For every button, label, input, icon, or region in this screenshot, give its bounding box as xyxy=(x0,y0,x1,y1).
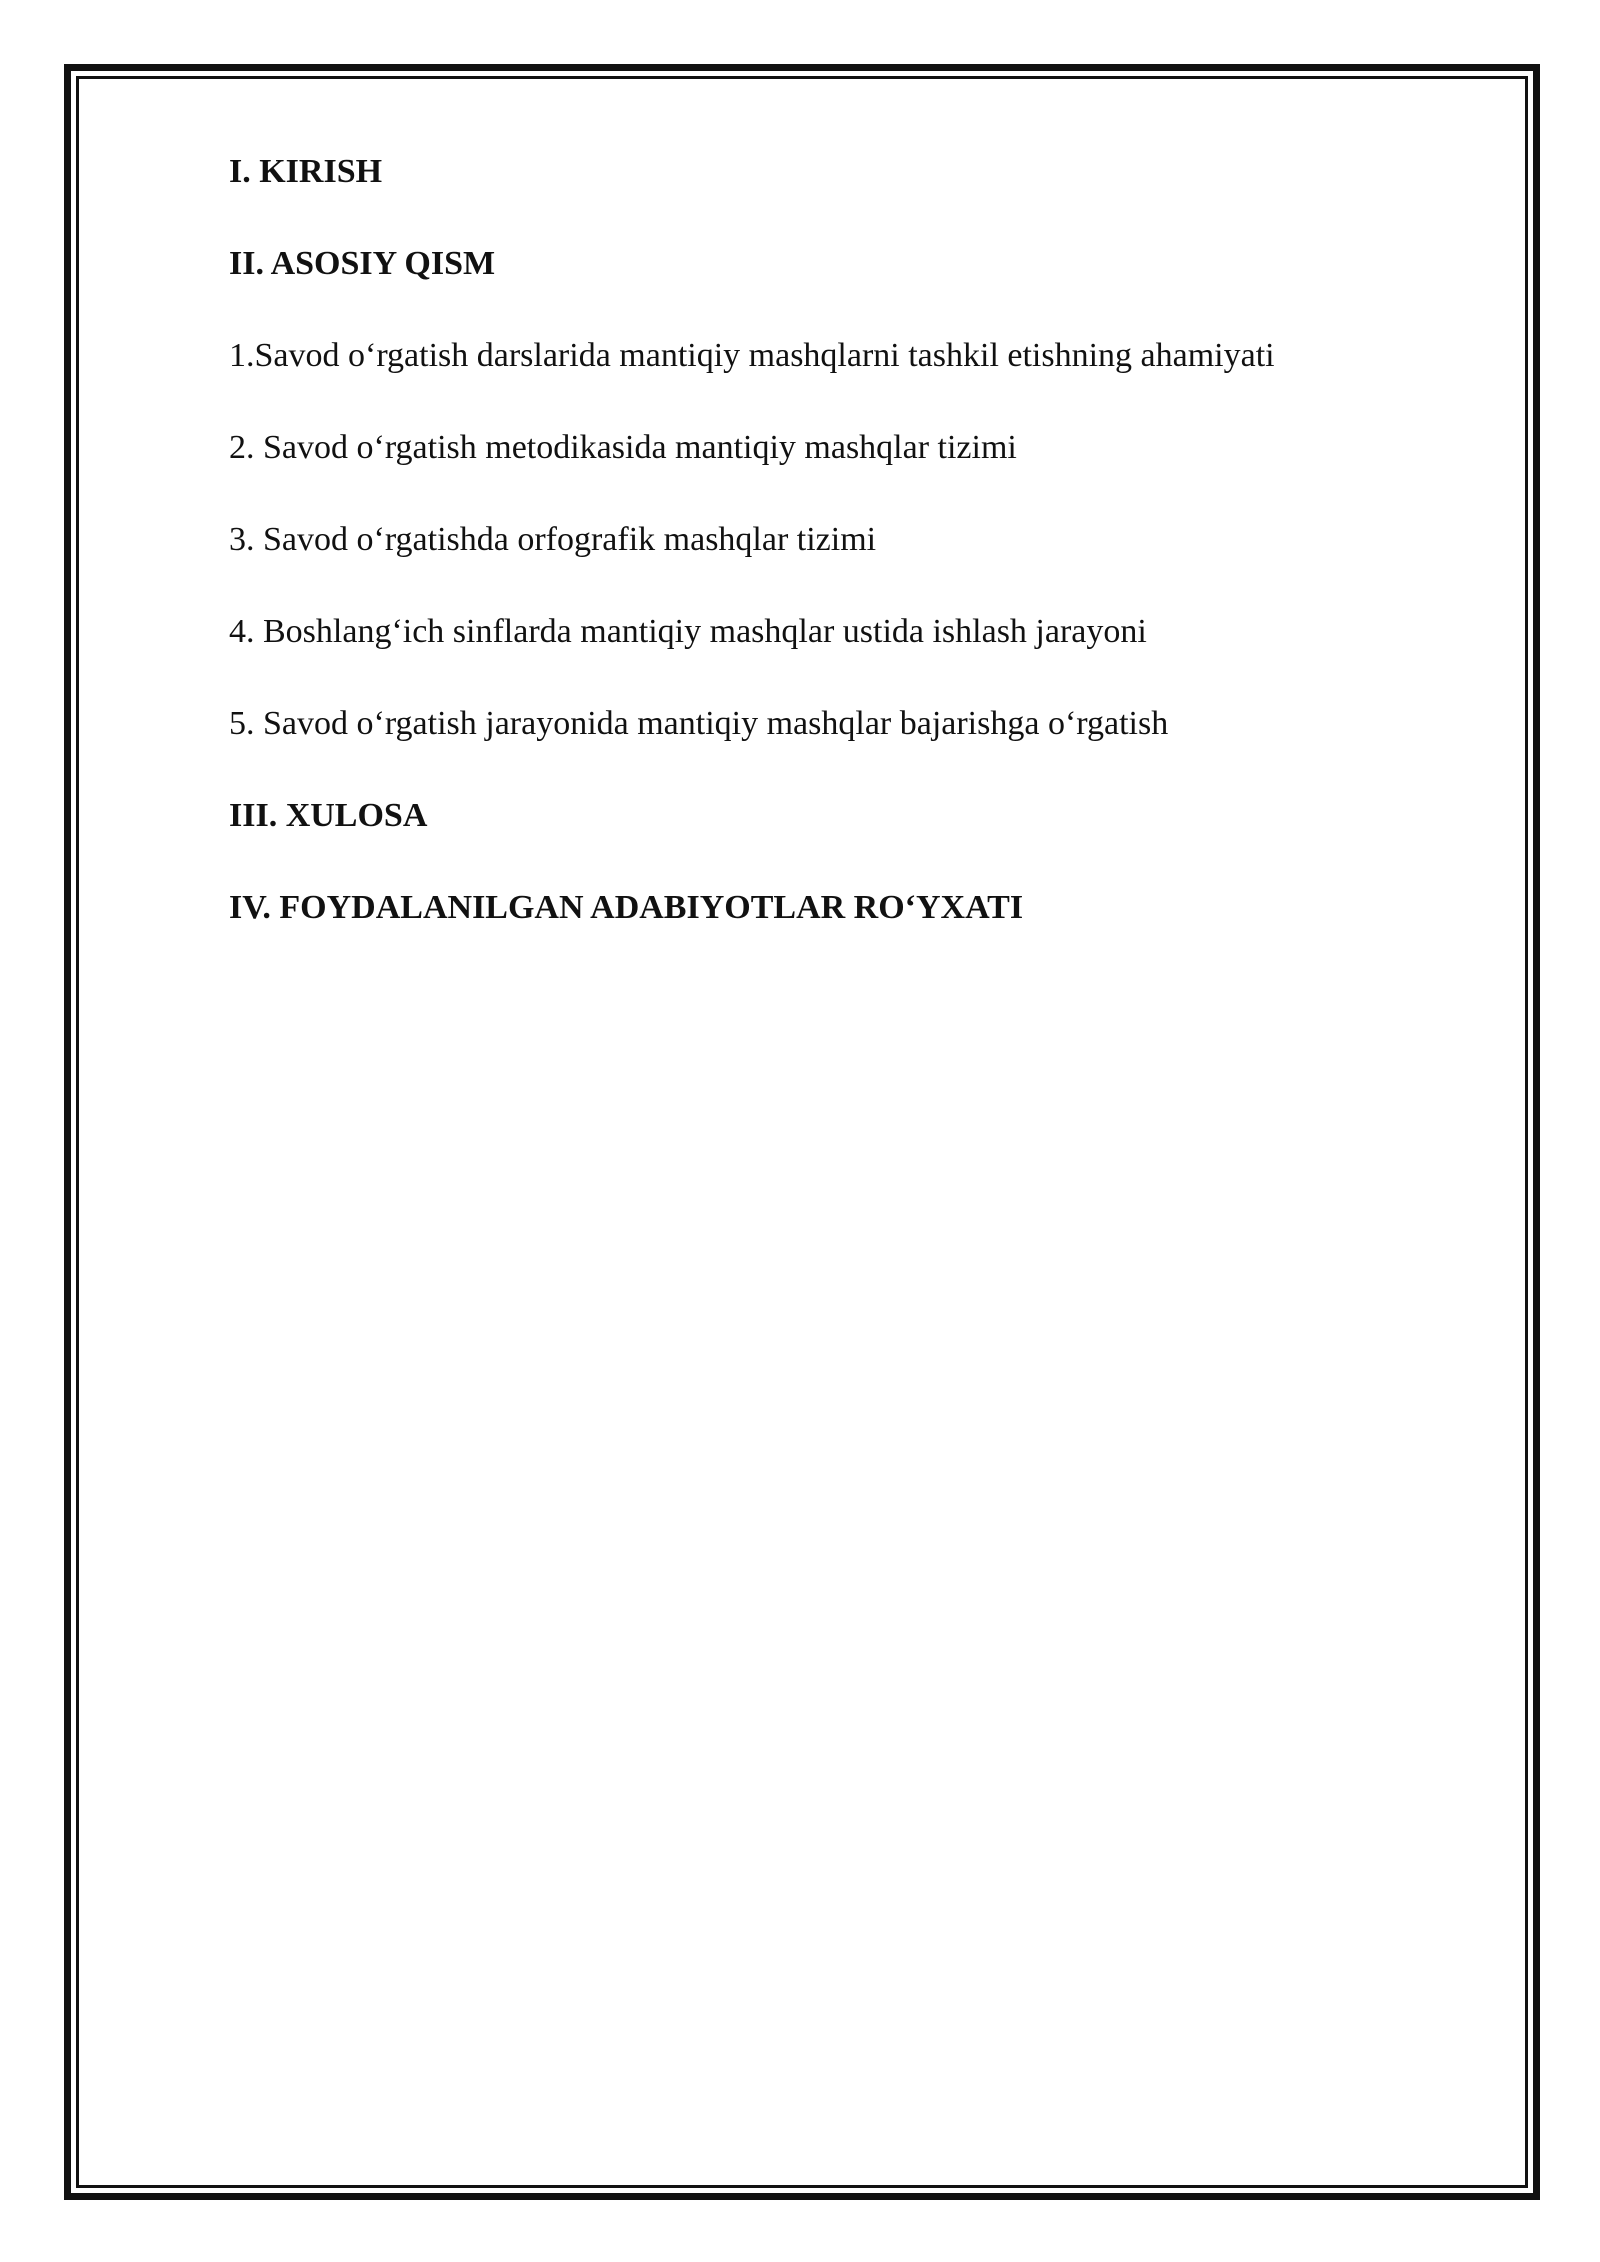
toc-item-4: 4. Boshlang‘ich sinflarda mantiqiy mashqlar ustida ishlash jarayoni xyxy=(229,613,1147,650)
toc-heading-main-part: II. ASOSIY QISM xyxy=(229,245,496,282)
toc-item-5: 5. Savod o‘rgatish jarayonida mantiqiy mashqlar bajarishga o‘rgatish xyxy=(229,705,1169,742)
toc-heading-conclusion: III. XULOSA xyxy=(229,797,428,834)
toc-heading-references: IV. FOYDALANILGAN ADABIYOTLAR RO‘YXATI xyxy=(229,889,1024,926)
toc-heading-introduction: I. KIRISH xyxy=(229,153,383,190)
toc-item-1: 1.Savod o‘rgatish darslarida mantiqiy mashqlarni tashkil etishning ahamiyati xyxy=(229,337,1275,374)
toc-item-3: 3. Savod o‘rgatishda orfografik mashqlar tizimi xyxy=(229,521,877,558)
toc-item-2: 2. Savod o‘rgatish metodikasida mantiqiy mashqlar tizimi xyxy=(229,429,1017,466)
table-of-contents xyxy=(229,152,1429,980)
